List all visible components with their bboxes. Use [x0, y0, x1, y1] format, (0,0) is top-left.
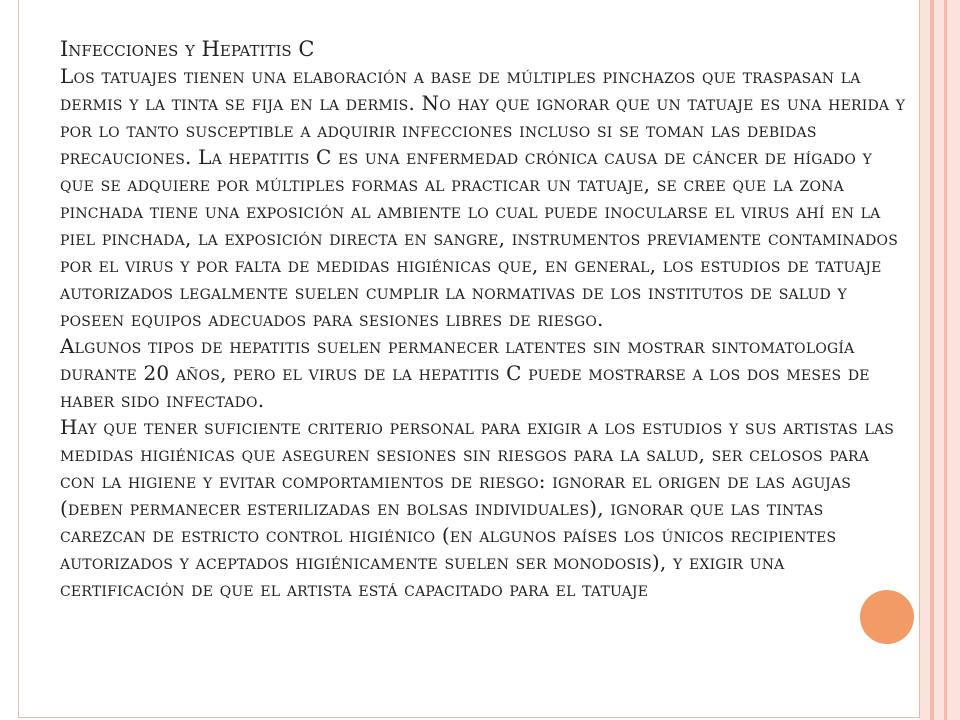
slide-content	[60, 36, 910, 603]
slide-title: Infecciones y Hepatitis C	[60, 37, 315, 61]
paragraph-precautions: Hay que tener suficiente criterio personal para exigir a los estudios y sus artistas las medidas higiénicas que aseguren sesiones sin riesgos para la salud, ser celosos para con la higiene y evitar comportamientos de riesgo: ignorar el origen de las agujas (deben permanecer esterilizadas en bolsas individuales), ignorar que las tintas carezcan de estricto control higiénico (en algunos países los únicos recipientes autorizados y aceptados higiénicamente suelen ser monodosis), y exigir una certificación de que el artista está capacitado para el tatuaje	[60, 415, 895, 601]
decorative-band	[947, 0, 960, 720]
paragraph-infections: Los tatuajes tienen una elaboración a base de múltiples pinchazos que traspasan la dermis y la tinta se fija en la dermis. No hay que ignorar que un tatuaje es una herida y por lo tanto susceptible a adquirir infecciones incluso si se toman las debidas precauciones. La hepatitis C es una enfermedad crónica causa de cáncer de hígado y que se adquiere por múltiples formas al practicar un tatuaje, se cree que la zona pinchada tiene una exposición al ambiente lo cual puede inocularse el virus ahí en la piel pinchada, la exposición directa en sangre, instrumentos previamente contaminados por el virus y por falta de medidas higiénicas que, en general, los estudios de tatuaje autorizados legalmente suelen cumplir la normativas de los institutos de salud y poseen equipos adecuados para sesiones libres de riesgo.	[60, 64, 906, 331]
paragraph-latency: Algunos tipos de hepatitis suelen permanecer latentes sin mostrar sintomatología durante 20 años, pero el virus de la hepatitis C puede mostrarse a los dos meses de haber sido infectado.	[60, 334, 870, 412]
decorative-band	[934, 0, 944, 720]
decorative-band	[920, 0, 930, 720]
accent-circle	[860, 590, 914, 644]
